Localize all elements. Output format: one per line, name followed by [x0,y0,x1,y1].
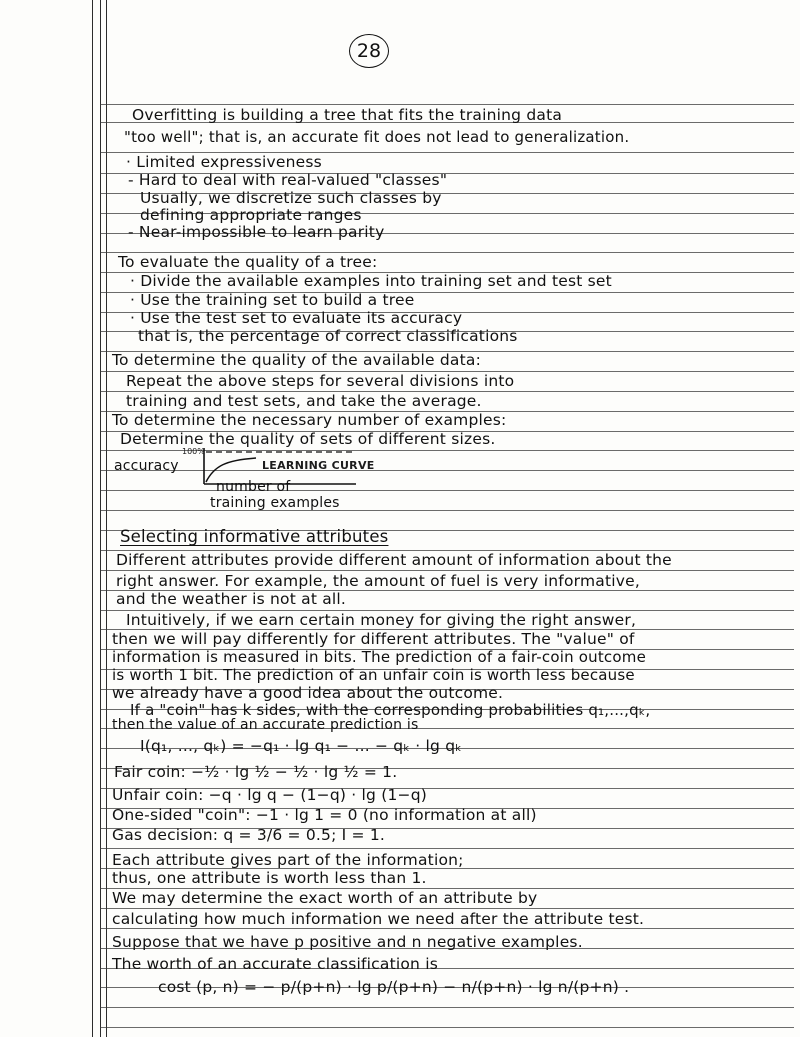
ruled-line [100,928,794,929]
text-line: thus, one attribute is worth less than 1. [112,869,427,887]
text-line: then the value of an accurate prediction is [112,717,419,733]
ruled-line [100,848,794,849]
text-line: Determine the quality of sets of different sizes. [120,430,496,448]
text-line: · Divide the available examples into training set and test set [130,272,612,290]
formula-information: I(q₁, ..., qₖ) = −q₁ · lg q₁ − ... − qₖ · lg qₖ [140,737,463,755]
text-line: · Limited expressiveness [126,153,322,171]
axis-label-training-examples: training examples [210,495,340,511]
text-line: we already have a good idea about the outcome. [112,684,504,702]
text-line: "too well"; that is, an accurate fit does not lead to generalization. [124,128,630,146]
text-line: Unfair coin: −q · lg q − (1−q) · lg (1−q) [112,786,427,804]
text-line: Intuitively, if we earn certain money for giving the right answer, [126,611,637,629]
text-line: Suppose that we have p positive and n negative examples. [112,933,583,951]
text-line: - Hard to deal with real-valued "classes" [128,171,448,189]
text-line: and the weather is not at all. [116,590,347,608]
text-line: Each attribute gives part of the information; [112,851,464,869]
text-line: that is, the percentage of correct classifications [138,327,518,345]
text-line: To determine the necessary number of examples: [112,411,507,429]
margin-line [92,0,93,1037]
text-line: information is measured in bits. The prediction of a fair-coin outcome [112,648,646,666]
text-line: calculating how much information we need after the attribute test. [112,910,645,928]
text-line: then we will pay differently for different attributes. The "value" of [112,630,635,648]
section-heading: Selecting informative attributes [120,527,389,546]
text-line: To determine the quality of the available data: [112,351,481,369]
text-line: · Use the training set to build a tree [130,291,415,309]
margin-line [106,0,107,1037]
learning-curve-label: LEARNING CURVE [262,459,375,472]
text-line: We may determine the exact worth of an attribute by [112,889,538,907]
text-line: defining appropriate ranges [140,206,362,224]
text-line: To evaluate the quality of a tree: [118,253,378,271]
axis-max-label: 100% [182,447,205,456]
formula-cost: cost (p, n) = − p/(p+n) · lg p/(p+n) − n/(p+n) · lg n/(p+n) . [158,978,630,996]
text-line: One-sided "coin": −1 · lg 1 = 0 (no information at all) [112,806,537,824]
axis-label-number-of: number of [216,479,291,495]
axis-label-accuracy: accuracy [114,458,179,474]
text-line: is worth 1 bit. The prediction of an unfair coin is worth less because [112,666,635,684]
text-line: Fair coin: −½ · lg ½ − ½ · lg ½ = 1. [114,763,398,781]
text-line: right answer. For example, the amount of fuel is very informative, [116,572,640,590]
text-line: Different attributes provide different amount of information about the [116,551,672,569]
margin-line [100,0,101,1037]
text-line: · Use the test set to evaluate its accuracy [130,309,463,327]
text-line: training and test sets, and take the average. [126,392,482,410]
text-line: - Near-impossible to learn parity [128,223,385,241]
ruled-line [100,908,794,909]
text-line: Gas decision: q = 3/6 = 0.5; I = 1. [112,826,386,844]
text-line: The worth of an accurate classification is [112,955,438,973]
ruled-line [100,1027,794,1028]
ruled-line [100,1007,794,1008]
text-line: Usually, we discretize such classes by [140,189,442,207]
ruled-line [100,570,794,571]
text-line: If a "coin" has k sides, with the corresponding probabilities q₁,...,qₖ, [130,701,651,719]
ruled-line [100,490,794,491]
ruled-line [100,104,794,105]
text-line: Repeat the above steps for several divisions into [126,372,515,390]
page-number: 28 [349,34,389,68]
ruled-line [100,510,794,511]
text-line: Overfitting is building a tree that fits the training data [132,106,563,124]
